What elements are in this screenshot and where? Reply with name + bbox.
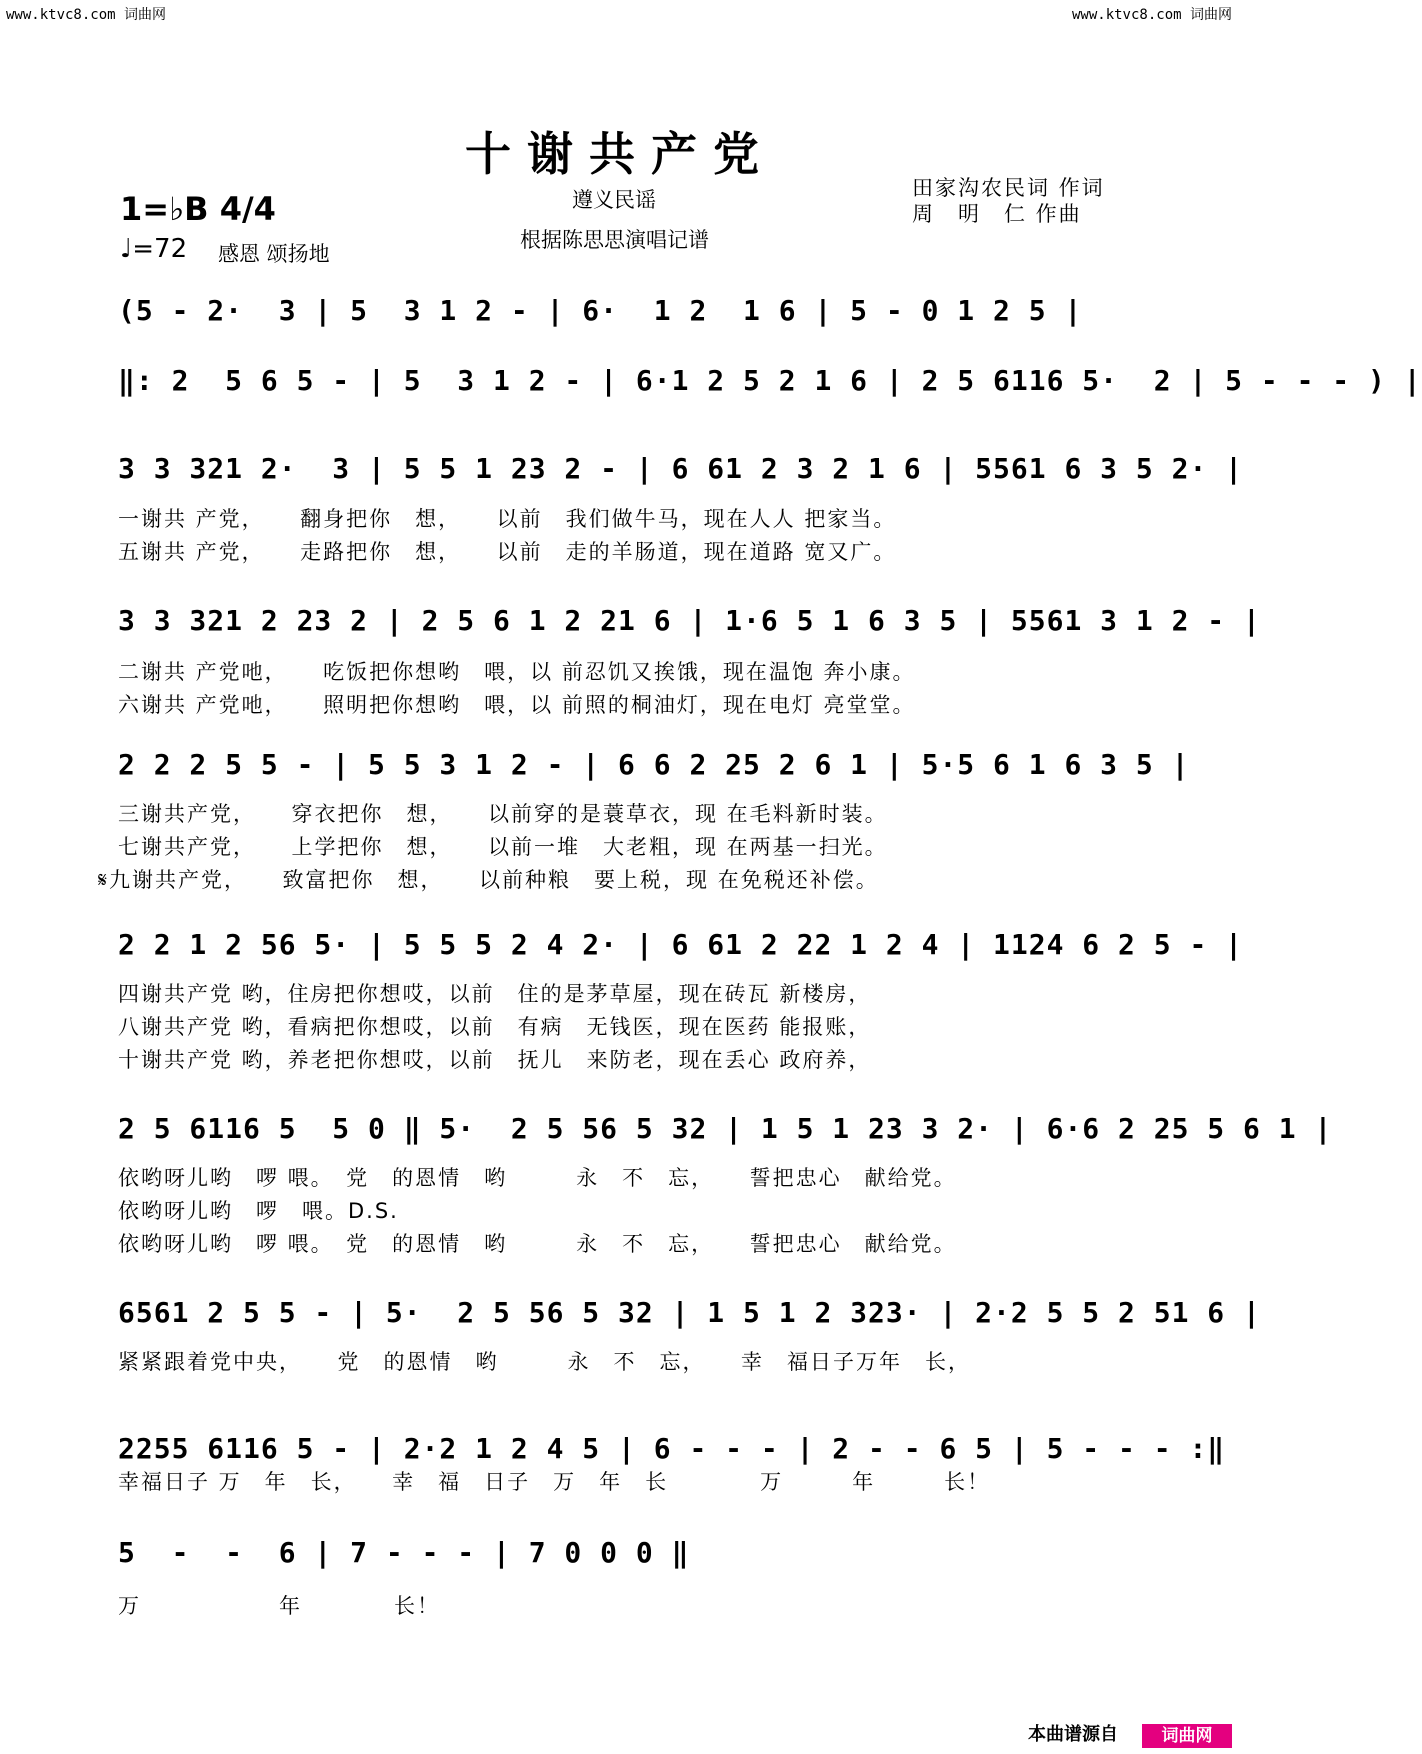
lyric-verse-4: 四谢共产党 哟，住房把你想哎，以前 住的是茅草屋，现在砖瓦 新楼房， bbox=[118, 982, 872, 1006]
notation-line: 6561 2 5 5 - | 5· 2 5 56 5 32 | 1 5 1 2 323· | 2·2 5 5 2 51 6 | bbox=[118, 1295, 1261, 1329]
score-system-4 bbox=[118, 590, 1261, 650]
lyric-verse-7: 七谢共产党， 上学把你 想， 以前一堆 大老粗，现 在两基一扫光。 bbox=[118, 835, 888, 859]
source-label: 本曲谱源自 bbox=[1028, 1724, 1118, 1745]
song-title: 十谢共产党 bbox=[465, 127, 775, 181]
lyric-verse-3: 三谢共产党， 穿衣把你 想， 以前穿的是蓑草衣，现 在毛料新时装。 bbox=[118, 802, 888, 826]
score-system-7 bbox=[118, 1098, 1333, 1158]
composer: 周 明 仁 作曲 bbox=[912, 202, 1082, 226]
notation-line: 2 5 6116 5 5 0 ‖ 5· 2 5 56 5 32 | 1 5 1 23 3 2· | 6·6 2 25 5 6 1 | bbox=[118, 1111, 1333, 1145]
notation-line: 2255 6116 5 - | 2·2 1 2 4 5 | 6 - - - | 2 - - 6 5 | 5 - - - :‖ bbox=[118, 1431, 1226, 1465]
lyric-verse-5: 五谢共 产党， 走路把你 想， 以前 走的羊肠道，现在道路 宽又广。 bbox=[118, 540, 897, 564]
notation-line: 5 - - 6 | 7 - - - | 7 0 0 0 ‖ bbox=[118, 1535, 690, 1569]
score-system-5 bbox=[118, 734, 1190, 794]
site-logo[interactable]: 词曲网 bbox=[1142, 1724, 1232, 1748]
tempo-mark: ♩=72 bbox=[120, 234, 188, 264]
footer bbox=[0, 1714, 1240, 1754]
lyric-line-e: 幸福日子 万 年 长， 幸 福 日子 万 年 长 万 年 长！ bbox=[118, 1470, 991, 1494]
score-system-6 bbox=[118, 914, 1244, 974]
lyric-verse-8: 八谢共产党 哟，看病把你想哎，以前 有病 无钱医，现在医药 能报账， bbox=[118, 1015, 872, 1039]
lyric-verse-2: 二谢共 产党吔， 吃饭把你想哟 喂，以 前忍饥又挨饿，现在温饱 奔小康。 bbox=[118, 660, 916, 684]
lyric-verse-1: 一谢共 产党， 翻身把你 想， 以前 我们做牛马，现在人人 把家当。 bbox=[118, 507, 897, 531]
notation-line: 3 3 321 2 23 2 | 2 5 6 1 2 21 6 | 1·6 5 1 6 3 5 | 5561 3 1 2 - | bbox=[118, 603, 1261, 637]
notation-line: ‖: 2 5 6 5 - | 5 3 1 2 - | 6·1 2 5 2 1 6 | 2 5 6116 5· 2 | 5 - - - ) | bbox=[118, 363, 1422, 397]
lyricist: 田家沟农民词 作词 bbox=[912, 176, 1105, 200]
source-note: 根据陈思思演唱记谱 bbox=[520, 228, 709, 252]
notation-line: (5 - 2· 3 | 5 3 1 2 - | 6· 1 2 1 6 | 5 - 0 1 2 5 | bbox=[118, 293, 1083, 327]
key-signature: 1=♭B 4/4 bbox=[120, 190, 276, 228]
score-system-8 bbox=[118, 1282, 1261, 1342]
lyric-line-f: 万 年 长！ bbox=[118, 1594, 440, 1618]
song-subtitle: 遵义民谣 bbox=[572, 188, 656, 212]
lyric-verse-6: 六谢共 产党吔， 照明把你想哟 喂，以 前照的桐油灯，现在电灯 亮堂堂。 bbox=[118, 693, 916, 717]
score-system-10 bbox=[118, 1522, 818, 1582]
notation-line: 3 3 321 2· 3 | 5 5 1 23 2 - | 6 61 2 3 2 1 6 | 5561 6 3 5 2· | bbox=[118, 451, 1244, 485]
lyric-line-b: 依哟呀儿哟 啰 喂。D.S. bbox=[118, 1199, 399, 1223]
notation-line: 2 2 1 2 56 5· | 5 5 5 2 4 2· | 6 61 2 22 1 2 4 | 1124 6 2 5 - | bbox=[118, 927, 1244, 961]
watermark-left: www.ktvc8.com 词曲网 bbox=[6, 7, 167, 23]
expression-mark: 感恩 颂扬地 bbox=[218, 242, 330, 266]
score-system-3 bbox=[118, 438, 1244, 498]
watermark-right: www.ktvc8.com 词曲网 bbox=[1071, 7, 1232, 23]
lyric-line-a: 依哟呀儿哟 啰 喂。 党 的恩情 哟 永 不 忘， 誓把忠心 献给党。 bbox=[118, 1166, 957, 1190]
notation-line: 2 2 2 5 5 - | 5 5 3 1 2 - | 6 6 2 25 2 6 1 | 5·5 6 1 6 3 5 | bbox=[118, 747, 1190, 781]
lyric-verse-10: 十谢共产党 哟，养老把你想哎，以前 抚儿 来防老，现在丢心 政府养， bbox=[118, 1048, 872, 1072]
lyric-line-c: 依哟呀儿哟 啰 喂。 党 的恩情 哟 永 不 忘， 誓把忠心 献给党。 bbox=[118, 1232, 957, 1256]
lyric-line-d: 紧紧跟着党中央， 党 的恩情 哟 永 不 忘， 幸 福日子万年 长， bbox=[118, 1350, 971, 1374]
score-system-1 bbox=[118, 280, 1122, 340]
score-system-2 bbox=[118, 350, 1422, 410]
lyric-verse-9: 𝄋九谢共产党， 致富把你 想， 以前种粮 要上税，现 在免税还补偿。 bbox=[98, 868, 879, 892]
